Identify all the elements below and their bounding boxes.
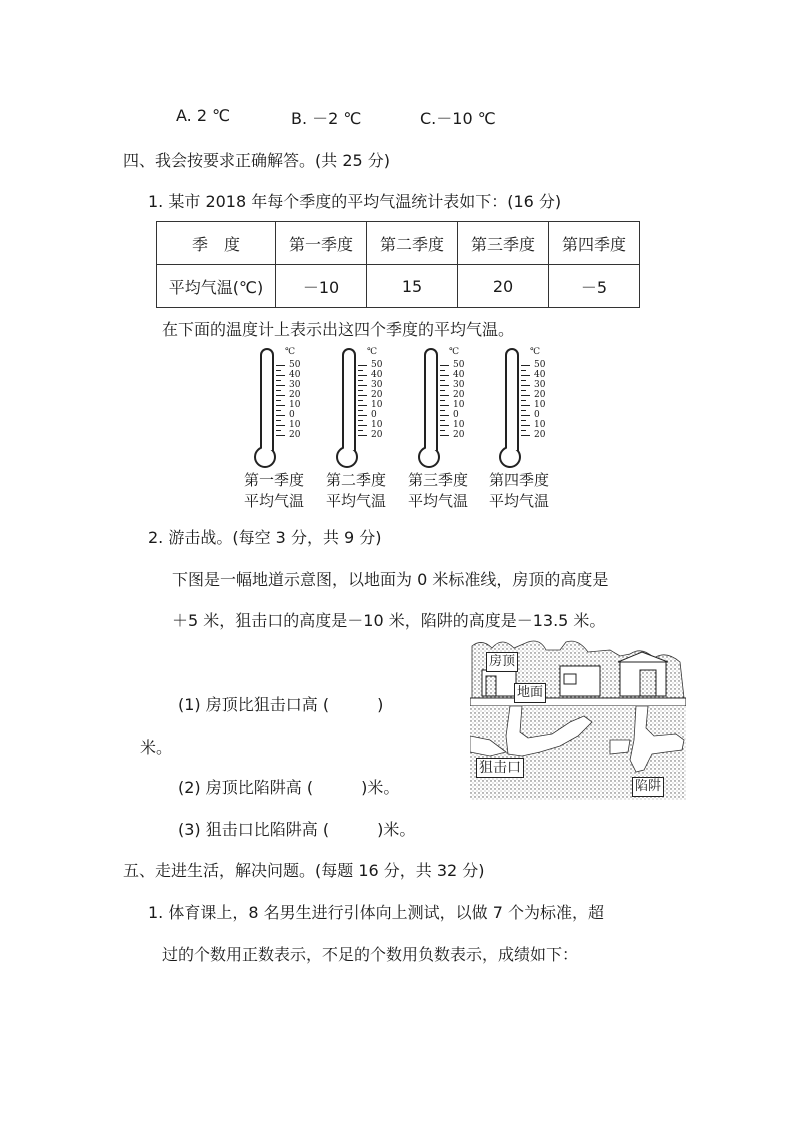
thermo-label-line2: 平均气温 bbox=[243, 492, 304, 510]
thermometer-tick-label: 0 bbox=[289, 410, 295, 420]
thermometer-tick-label: 40 bbox=[289, 370, 301, 380]
thermometer-tube bbox=[260, 348, 274, 454]
table-cell: 20 bbox=[458, 265, 549, 308]
thermometer-minor-tick bbox=[440, 430, 445, 431]
thermometer-minor-tick bbox=[521, 370, 526, 371]
table-row bbox=[157, 265, 640, 308]
thermometer-tick-label: 30 bbox=[289, 380, 301, 390]
thermometer-minor-tick bbox=[358, 390, 363, 391]
thermometer-tick-label: 20 bbox=[534, 430, 546, 440]
thermometer-major-tick bbox=[440, 425, 449, 426]
thermometer-tick-label: 10 bbox=[534, 420, 546, 430]
thermo-label-line2: 平均气温 bbox=[325, 492, 386, 510]
thermometer-bulb-joint bbox=[507, 444, 517, 450]
thermometer-tick-label: 40 bbox=[371, 370, 383, 380]
q2-desc-line2: ＋5 米，狙击口的高度是－10 米，陷阱的高度是－13.5 米。 bbox=[172, 611, 606, 630]
thermometer-minor-tick bbox=[440, 400, 445, 401]
thermometer-scale bbox=[276, 347, 316, 455]
thermometer-minor-tick bbox=[521, 380, 526, 381]
thermo-label-q3 bbox=[400, 470, 476, 512]
thermometer-minor-tick bbox=[440, 410, 445, 411]
thermometer-bulb-joint bbox=[262, 444, 272, 450]
thermometer-major-tick bbox=[358, 365, 367, 366]
thermometer-scale bbox=[440, 347, 480, 455]
thermometer-major-tick bbox=[276, 365, 285, 366]
thermometer-tick-label: 20 bbox=[289, 390, 301, 400]
thermometer-major-tick bbox=[440, 405, 449, 406]
thermometer-major-tick bbox=[440, 365, 449, 366]
thermometer[interactable] bbox=[420, 348, 480, 470]
thermometer-tick-label: 20 bbox=[453, 430, 465, 440]
thermometer-minor-tick bbox=[358, 400, 363, 401]
thermometer-tick-label: 20 bbox=[453, 390, 465, 400]
thermometer-minor-tick bbox=[358, 380, 363, 381]
table-header-cell: 第四季度 bbox=[549, 222, 640, 265]
thermometer-major-tick bbox=[276, 395, 285, 396]
thermometer-minor-tick bbox=[521, 390, 526, 391]
thermometer-tick-label: 30 bbox=[453, 380, 465, 390]
thermometer-minor-tick bbox=[276, 430, 281, 431]
thermometer-major-tick bbox=[440, 385, 449, 386]
thermometer-tick-label: 0 bbox=[453, 410, 459, 420]
thermometer-minor-tick bbox=[276, 380, 281, 381]
thermo-label-line1: 第一季度 bbox=[243, 471, 304, 489]
map-label-trap: 陷阱 bbox=[632, 777, 664, 797]
thermometer-tick-label: 50 bbox=[453, 360, 465, 370]
thermometer-tick-label: 20 bbox=[371, 390, 383, 400]
table-header-cell: 第三季度 bbox=[458, 222, 549, 265]
thermometer-minor-tick bbox=[358, 410, 363, 411]
thermometer-major-tick bbox=[521, 395, 530, 396]
thermometer-tick-label: 50 bbox=[371, 360, 383, 370]
thermometer-major-tick bbox=[521, 385, 530, 386]
thermometer-tick-label: 10 bbox=[371, 420, 383, 430]
thermo-label-line2: 平均气温 bbox=[407, 492, 468, 510]
tunnel-map bbox=[470, 636, 686, 800]
thermo-label-line1: 第二季度 bbox=[325, 471, 386, 489]
thermometer-unit: ℃ bbox=[367, 347, 378, 357]
section5-q1-line2: 过的个数用正数表示，不足的个数用负数表示，成绩如下： bbox=[162, 945, 579, 964]
table-row-label: 平均气温(℃) bbox=[157, 265, 276, 308]
thermometer-tick-label: 0 bbox=[534, 410, 540, 420]
thermometer-minor-tick bbox=[358, 420, 363, 421]
thermometer-minor-tick bbox=[521, 400, 526, 401]
thermo-label-q1 bbox=[236, 470, 312, 512]
thermometer-minor-tick bbox=[440, 390, 445, 391]
thermometer-tick-label: 10 bbox=[371, 400, 383, 410]
thermometer[interactable] bbox=[256, 348, 316, 470]
thermometer-tick-label: 10 bbox=[453, 400, 465, 410]
thermometer-major-tick bbox=[440, 415, 449, 416]
thermometer-minor-tick bbox=[521, 430, 526, 431]
thermometer-major-tick bbox=[521, 425, 530, 426]
thermometer-tick-label: 50 bbox=[534, 360, 546, 370]
thermometer-minor-tick bbox=[440, 370, 445, 371]
thermometer-tick-label: 10 bbox=[453, 420, 465, 430]
table-header-cell: 季 度 bbox=[157, 222, 276, 265]
thermometer-minor-tick bbox=[521, 420, 526, 421]
thermometer-major-tick bbox=[440, 435, 449, 436]
thermometer-tick-label: 10 bbox=[289, 400, 301, 410]
thermometer-major-tick bbox=[358, 425, 367, 426]
thermometer-unit: ℃ bbox=[285, 347, 296, 357]
thermometer-minor-tick bbox=[440, 380, 445, 381]
table-cell: －5 bbox=[549, 265, 640, 308]
thermometer-major-tick bbox=[358, 435, 367, 436]
thermometer-major-tick bbox=[276, 385, 285, 386]
thermometer-minor-tick bbox=[440, 420, 445, 421]
section5-title: 五、走进生活，解决问题。(每题 16 分，共 32 分) bbox=[123, 861, 485, 880]
thermo-label-line1: 第三季度 bbox=[407, 471, 468, 489]
option-a: A. 2 ℃ bbox=[176, 106, 231, 125]
table-cell: 15 bbox=[367, 265, 458, 308]
q2-sub1: (1) 房顶比狙击口高 ( ) bbox=[178, 695, 384, 714]
thermometer-major-tick bbox=[276, 425, 285, 426]
thermometer-bulb-joint bbox=[344, 444, 354, 450]
option-c: C.－10 ℃ bbox=[420, 109, 496, 128]
thermometer-unit: ℃ bbox=[449, 347, 460, 357]
thermometer-tick-label: 20 bbox=[289, 430, 301, 440]
q2-desc-line1: 下图是一幅地道示意图，以地面为 0 米标准线，房顶的高度是 bbox=[172, 570, 609, 589]
map-label-ground: 地面 bbox=[514, 683, 546, 703]
thermometer-minor-tick bbox=[521, 410, 526, 411]
thermometer-major-tick bbox=[276, 415, 285, 416]
q1-stem: 1. 某市 2018 年每个季度的平均气温统计表如下：(16 分) bbox=[148, 192, 562, 211]
thermometer[interactable] bbox=[338, 348, 398, 470]
thermometer-bulb-joint bbox=[426, 444, 436, 450]
thermometer-tick-label: 40 bbox=[453, 370, 465, 380]
q2-sub1-unit: 米。 bbox=[140, 738, 173, 757]
thermometer-tick-label: 40 bbox=[534, 370, 546, 380]
thermometer-minor-tick bbox=[276, 420, 281, 421]
thermometer-tick-label: 30 bbox=[534, 380, 546, 390]
table-cell: －10 bbox=[276, 265, 367, 308]
thermometer-major-tick bbox=[358, 405, 367, 406]
thermometer-tube bbox=[505, 348, 519, 454]
q2-stem: 2. 游击战。(每空 3 分，共 9 分) bbox=[148, 528, 382, 547]
thermometer-major-tick bbox=[358, 385, 367, 386]
table-header-cell: 第一季度 bbox=[276, 222, 367, 265]
thermometer-major-tick bbox=[521, 405, 530, 406]
thermometer-minor-tick bbox=[276, 390, 281, 391]
thermometer-tube bbox=[342, 348, 356, 454]
section5-q1-line1: 1. 体育课上，8 名男生进行引体向上测试，以做 7 个为标准，超 bbox=[148, 903, 604, 922]
thermometer-major-tick bbox=[521, 415, 530, 416]
thermo-label-line2: 平均气温 bbox=[488, 492, 549, 510]
map-label-roof: 房顶 bbox=[486, 652, 518, 672]
option-b: B. －2 ℃ bbox=[291, 109, 362, 128]
thermometer[interactable] bbox=[501, 348, 561, 470]
table-header-row bbox=[157, 222, 640, 265]
thermometer-major-tick bbox=[440, 395, 449, 396]
thermometer-minor-tick bbox=[358, 370, 363, 371]
table-header-cell: 第二季度 bbox=[367, 222, 458, 265]
map-label-sniper: 狙击口 bbox=[476, 758, 524, 778]
thermometer-major-tick bbox=[276, 375, 285, 376]
thermometer-major-tick bbox=[276, 435, 285, 436]
thermometer-tick-label: 10 bbox=[534, 400, 546, 410]
section4-title: 四、我会按要求正确解答。(共 25 分) bbox=[123, 151, 391, 170]
thermometer-tick-label: 10 bbox=[289, 420, 301, 430]
thermometer-major-tick bbox=[521, 435, 530, 436]
thermo-label-q2 bbox=[318, 470, 394, 512]
thermometer-scale bbox=[358, 347, 398, 455]
thermometer-tick-label: 0 bbox=[371, 410, 377, 420]
thermometer-unit: ℃ bbox=[530, 347, 541, 357]
thermometer-major-tick bbox=[358, 375, 367, 376]
thermometer-tick-label: 20 bbox=[534, 390, 546, 400]
q2-sub3: (3) 狙击口比陷阱高 ( )米。 bbox=[178, 820, 416, 839]
thermometer-tick-label: 30 bbox=[371, 380, 383, 390]
thermometer-tick-label: 20 bbox=[371, 430, 383, 440]
thermometer-major-tick bbox=[276, 405, 285, 406]
thermometer-minor-tick bbox=[358, 430, 363, 431]
thermometer-scale bbox=[521, 347, 561, 455]
thermometer-major-tick bbox=[521, 365, 530, 366]
temperature-table bbox=[156, 221, 640, 308]
thermometer-minor-tick bbox=[276, 370, 281, 371]
q1-instruction: 在下面的温度计上表示出这四个季度的平均气温。 bbox=[162, 320, 515, 339]
thermo-label-q4 bbox=[481, 470, 557, 512]
thermometer-tick-label: 50 bbox=[289, 360, 301, 370]
thermo-label-line1: 第四季度 bbox=[488, 471, 549, 489]
thermometer-major-tick bbox=[521, 375, 530, 376]
thermometer-major-tick bbox=[440, 375, 449, 376]
q2-sub2: (2) 房顶比陷阱高 ( )米。 bbox=[178, 778, 400, 797]
thermometer-major-tick bbox=[358, 395, 367, 396]
thermometer-minor-tick bbox=[276, 410, 281, 411]
thermometer-major-tick bbox=[358, 415, 367, 416]
thermometer-minor-tick bbox=[276, 400, 281, 401]
thermometer-tube bbox=[424, 348, 438, 454]
